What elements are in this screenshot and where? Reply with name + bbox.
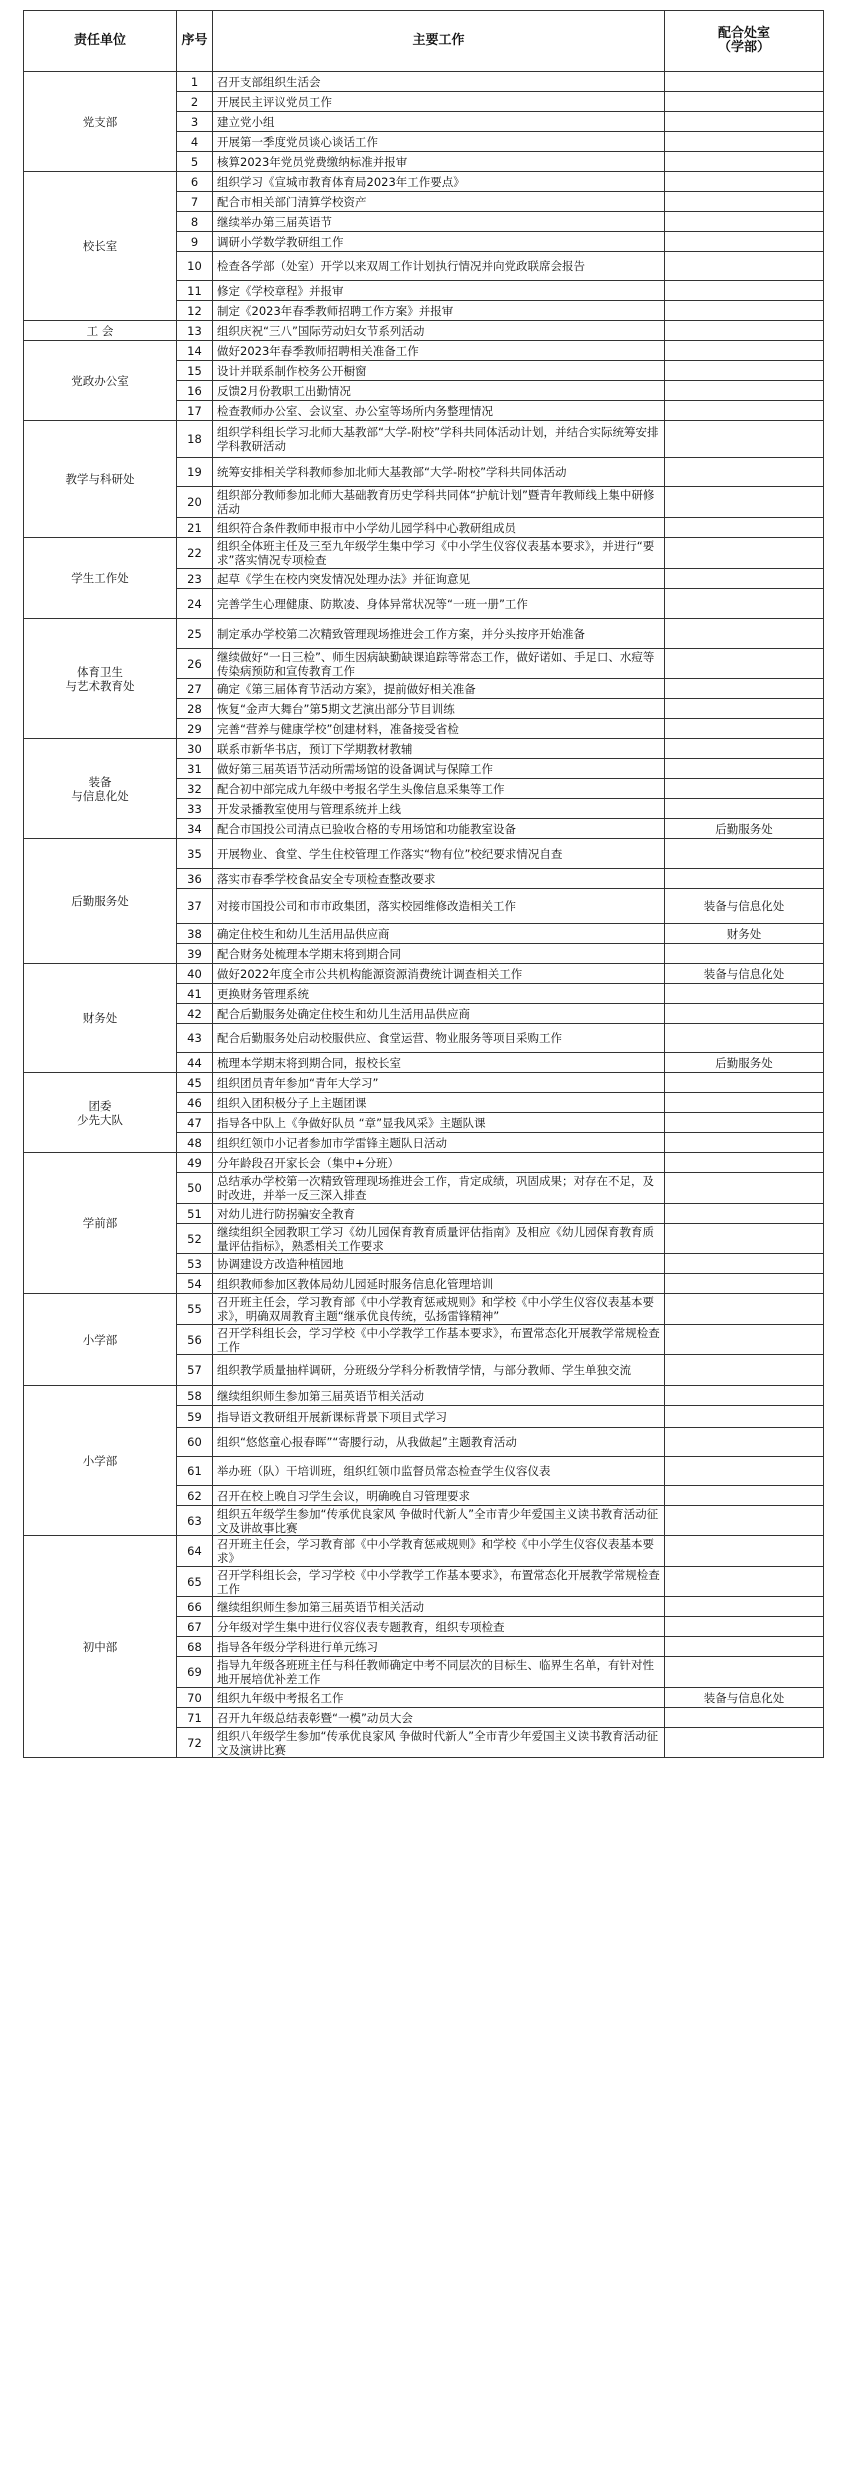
- main-work-cell: 制定承办学校第二次精致管理现场推进会工作方案，并分头按序开始准备: [213, 619, 665, 649]
- row-number-cell: 33: [177, 799, 213, 819]
- cooperating-office-cell: [665, 152, 824, 172]
- main-work-cell: 配合市国投公司清点已验收合格的专用场馆和功能教室设备: [213, 819, 665, 839]
- cooperating-office-cell: [665, 1224, 824, 1254]
- main-work-cell: 完善“营养与健康学校”创建材料，准备接受省检: [213, 719, 665, 739]
- main-work-cell: 组织“悠悠童心报春晖”“寄腰行动，从我做起”主题教育活动: [213, 1428, 665, 1457]
- cooperating-office-cell: [665, 779, 824, 799]
- row-number-cell: 10: [177, 252, 213, 281]
- row-number-cell: 57: [177, 1355, 213, 1386]
- table-row: [24, 72, 824, 92]
- main-work-cell: 开展物业、食堂、学生住校管理工作落实“物有位”校纪要求情况自查: [213, 839, 665, 869]
- row-number-cell: 40: [177, 964, 213, 984]
- main-work-cell: 组织部分教师参加北师大基础教育历史学科共同体“护航计划”暨青年教师线上集中研修活动: [213, 487, 665, 518]
- row-number-cell: 59: [177, 1406, 213, 1428]
- main-work-cell: 组织教师参加区教体局幼儿园延时服务信息化管理培训: [213, 1274, 665, 1294]
- main-work-cell: 组织九年级中考报名工作: [213, 1688, 665, 1708]
- cooperating-office-cell: [665, 341, 824, 361]
- cooperating-office-cell: [665, 252, 824, 281]
- cooperating-office-cell: [665, 458, 824, 487]
- row-number-cell: 51: [177, 1204, 213, 1224]
- main-work-cell: 组织庆祝“三八”国际劳动妇女节系列活动: [213, 321, 665, 341]
- row-number-cell: 44: [177, 1053, 213, 1073]
- cooperating-office-cell: [665, 92, 824, 112]
- cooperating-office-cell: [665, 1457, 824, 1486]
- responsible-unit-cell: 财务处: [24, 964, 177, 1073]
- cooperating-office-cell: [665, 649, 824, 679]
- main-work-cell: 落实市春季学校食品安全专项检查整改要求: [213, 869, 665, 889]
- row-number-cell: 17: [177, 401, 213, 421]
- row-number-cell: 11: [177, 281, 213, 301]
- cooperating-office-cell: [665, 1536, 824, 1567]
- main-work-cell: 检查各学部（处室）开学以来双周工作计划执行情况并向党政联席会报告: [213, 252, 665, 281]
- table-row: [24, 1294, 824, 1325]
- cooperating-office-cell: [665, 321, 824, 341]
- row-number-cell: 36: [177, 869, 213, 889]
- table-row: [24, 421, 824, 458]
- main-work-cell: 继续举办第三届英语节: [213, 212, 665, 232]
- main-work-cell: 指导九年级各班班主任与科任教师确定中考不同层次的目标生、临界生名单，有针对性地开展培优补差工作: [213, 1657, 665, 1688]
- responsible-unit-cell: 后勤服务处: [24, 839, 177, 964]
- row-number-cell: 28: [177, 699, 213, 719]
- cooperating-office-cell: [665, 1113, 824, 1133]
- row-number-cell: 42: [177, 1004, 213, 1024]
- responsible-unit-cell: 团委 少先大队: [24, 1073, 177, 1153]
- table-row: [24, 1073, 824, 1093]
- cooperating-office-cell: [665, 699, 824, 719]
- row-number-cell: 64: [177, 1536, 213, 1567]
- main-work-cell: 召开班主任会，学习教育部《中小学教育惩戒规则》和学校《中小学生仪容仪表基本要求》，明确双周教育主题“继承优良传统，弘扬雷锋精神”: [213, 1294, 665, 1325]
- cooperating-office-cell: [665, 281, 824, 301]
- table-row: [24, 1536, 824, 1567]
- row-number-cell: 4: [177, 132, 213, 152]
- table-row: [24, 1153, 824, 1173]
- main-work-cell: 指导各年级分学科进行单元练习: [213, 1637, 665, 1657]
- cooperating-office-cell: [665, 1153, 824, 1173]
- row-number-cell: 12: [177, 301, 213, 321]
- row-number-cell: 47: [177, 1113, 213, 1133]
- responsible-unit-cell: 教学与科研处: [24, 421, 177, 538]
- cooperating-office-cell: 后勤服务处: [665, 819, 824, 839]
- main-work-cell: 组织教学质量抽样调研，分班级分学科分析教情学情，与部分教师、学生单独交流: [213, 1355, 665, 1386]
- responsible-unit-cell: 小学部: [24, 1294, 177, 1386]
- row-number-cell: 39: [177, 944, 213, 964]
- main-work-cell: 指导各中队上《争做好队员 “章”显我风采》主题队课: [213, 1113, 665, 1133]
- row-number-cell: 27: [177, 679, 213, 699]
- cooperating-office-cell: [665, 869, 824, 889]
- cooperating-office-cell: [665, 1406, 824, 1428]
- cooperating-office-cell: [665, 569, 824, 589]
- main-work-cell: 组织八年级学生参加“传承优良家风 争做时代新人”全市青少年爱国主义读书教育活动征文及演讲比赛: [213, 1728, 665, 1758]
- responsible-unit-cell: 学生工作处: [24, 538, 177, 619]
- row-number-cell: 55: [177, 1294, 213, 1325]
- main-work-cell: 召开班主任会，学习教育部《中小学教育惩戒规则》和学校《中小学生仪容仪表基本要求》: [213, 1536, 665, 1567]
- main-work-cell: 组织五年级学生参加“传承优良家风 争做时代新人”全市青少年爱国主义读书教育活动征文及讲故事比赛: [213, 1506, 665, 1536]
- row-number-cell: 49: [177, 1153, 213, 1173]
- main-work-cell: 组织团员青年参加“青年大学习”: [213, 1073, 665, 1093]
- cooperating-office-cell: [665, 1657, 824, 1688]
- row-number-cell: 16: [177, 381, 213, 401]
- cooperating-office-cell: [665, 1506, 824, 1536]
- row-number-cell: 72: [177, 1728, 213, 1758]
- row-number-cell: 19: [177, 458, 213, 487]
- table-row: [24, 739, 824, 759]
- row-number-cell: 41: [177, 984, 213, 1004]
- main-work-cell: 继续做好“一日三检”、师生因病缺勤缺课追踪等常态工作，做好诺如、手足口、水痘等传染病预防和宣传教育工作: [213, 649, 665, 679]
- table-row: [24, 321, 824, 341]
- work-plan-table: [23, 10, 824, 1758]
- cooperating-office-cell: [665, 1637, 824, 1657]
- row-number-cell: 5: [177, 152, 213, 172]
- cooperating-office-cell: [665, 1274, 824, 1294]
- responsible-unit-cell: 装备 与信息化处: [24, 739, 177, 839]
- row-number-cell: 37: [177, 889, 213, 924]
- main-work-cell: 召开学科组长会，学习学校《中小学教学工作基本要求》，布置常态化开展教学常规检查工作: [213, 1567, 665, 1597]
- main-work-cell: 分年级对学生集中进行仪容仪表专题教育，组织专项检查: [213, 1617, 665, 1637]
- table-header-row: [24, 11, 824, 72]
- row-number-cell: 60: [177, 1428, 213, 1457]
- main-work-cell: 分年龄段召开家长会（集中+分班）: [213, 1153, 665, 1173]
- table-row: [24, 839, 824, 869]
- main-work-cell: 召开支部组织生活会: [213, 72, 665, 92]
- main-work-cell: 组织全体班主任及三至九年级学生集中学习《中小学生仪容仪表基本要求》，并进行“要求”落实情况专项检查: [213, 538, 665, 569]
- main-work-cell: 配合后勤服务处启动校服供应、食堂运营、物业服务等项目采购工作: [213, 1024, 665, 1053]
- cooperating-office-cell: [665, 1254, 824, 1274]
- row-number-cell: 45: [177, 1073, 213, 1093]
- cooperating-office-cell: [665, 1617, 824, 1637]
- row-number-cell: 61: [177, 1457, 213, 1486]
- row-number-cell: 8: [177, 212, 213, 232]
- cooperating-office-cell: 后勤服务处: [665, 1053, 824, 1073]
- table-row: [24, 1386, 824, 1406]
- row-number-cell: 24: [177, 589, 213, 619]
- cooperating-office-cell: [665, 944, 824, 964]
- main-work-cell: 继续组织全园教职工学习《幼儿园保育教育质量评估指南》及相应《幼儿园保育教育质量评估指标》，熟悉相关工作要求: [213, 1224, 665, 1254]
- cooperating-office-cell: [665, 232, 824, 252]
- row-number-cell: 18: [177, 421, 213, 458]
- cooperating-office-cell: [665, 1355, 824, 1386]
- cooperating-office-cell: [665, 1133, 824, 1153]
- row-number-cell: 32: [177, 779, 213, 799]
- cooperating-office-cell: [665, 984, 824, 1004]
- main-work-cell: 继续组织师生参加第三届英语节相关活动: [213, 1386, 665, 1406]
- cooperating-office-cell: [665, 1567, 824, 1597]
- row-number-cell: 58: [177, 1386, 213, 1406]
- responsible-unit-cell: 党政办公室: [24, 341, 177, 421]
- main-work-cell: 召开在校上晚自习学生会议，明确晚自习管理要求: [213, 1486, 665, 1506]
- row-number-cell: 43: [177, 1024, 213, 1053]
- main-work-cell: 召开九年级总结表彰暨“一模”动员大会: [213, 1708, 665, 1728]
- main-work-cell: 对接市国投公司和市市政集团，落实校园维修改造相关工作: [213, 889, 665, 924]
- row-number-cell: 1: [177, 72, 213, 92]
- main-work-cell: 配合初中部完成九年级中考报名学生头像信息采集等工作: [213, 779, 665, 799]
- row-number-cell: 2: [177, 92, 213, 112]
- main-work-cell: 协调建设方改造种植园地: [213, 1254, 665, 1274]
- row-number-cell: 31: [177, 759, 213, 779]
- main-work-cell: 做好第三届英语节活动所需场馆的设备调试与保障工作: [213, 759, 665, 779]
- responsible-unit-cell: 体育卫生 与艺术教育处: [24, 619, 177, 739]
- row-number-cell: 20: [177, 487, 213, 518]
- row-number-cell: 62: [177, 1486, 213, 1506]
- main-work-cell: 统筹安排相关学科教师参加北师大基教部“大学-附校”学科共同体活动: [213, 458, 665, 487]
- cooperating-office-cell: [665, 72, 824, 92]
- main-work-cell: 做好2022年度全市公共机构能源资源消费统计调查相关工作: [213, 964, 665, 984]
- main-work-cell: 配合后勤服务处确定住校生和幼儿生活用品供应商: [213, 1004, 665, 1024]
- cooperating-office-cell: [665, 1428, 824, 1457]
- responsible-unit-cell: 小学部: [24, 1386, 177, 1536]
- cooperating-office-cell: [665, 1024, 824, 1053]
- row-number-cell: 50: [177, 1173, 213, 1204]
- cooperating-office-cell: [665, 1073, 824, 1093]
- main-work-cell: 更换财务管理系统: [213, 984, 665, 1004]
- row-number-cell: 23: [177, 569, 213, 589]
- main-work-cell: 开展第一季度党员谈心谈话工作: [213, 132, 665, 152]
- row-number-cell: 63: [177, 1506, 213, 1536]
- cooperating-office-cell: [665, 1173, 824, 1204]
- main-work-cell: 继续组织师生参加第三届英语节相关活动: [213, 1597, 665, 1617]
- cooperating-office-cell: [665, 679, 824, 699]
- main-work-cell: 配合财务处梳理本学期末将到期合同: [213, 944, 665, 964]
- cooperating-office-cell: [665, 212, 824, 232]
- row-number-cell: 68: [177, 1637, 213, 1657]
- cooperating-office-cell: [665, 619, 824, 649]
- cooperating-office-cell: [665, 1294, 824, 1325]
- row-number-cell: 34: [177, 819, 213, 839]
- cooperating-office-cell: [665, 518, 824, 538]
- cooperating-office-cell: [665, 1204, 824, 1224]
- row-number-cell: 35: [177, 839, 213, 869]
- row-number-cell: 22: [177, 538, 213, 569]
- main-work-cell: 反馈2月份教职工出勤情况: [213, 381, 665, 401]
- row-number-cell: 14: [177, 341, 213, 361]
- row-number-cell: 30: [177, 739, 213, 759]
- main-work-cell: 开发录播教室使用与管理系统并上线: [213, 799, 665, 819]
- main-work-cell: 恢复“金声大舞台”第5期文艺演出部分节目训练: [213, 699, 665, 719]
- responsible-unit-cell: 工 会: [24, 321, 177, 341]
- row-number-cell: 15: [177, 361, 213, 381]
- cooperating-office-cell: [665, 112, 824, 132]
- main-work-cell: 总结承办学校第一次精致管理现场推进会工作，肯定成绩，巩固成果；对存在不足，及时改进，并举一反三深入排查: [213, 1173, 665, 1204]
- header-unit: 责任单位: [24, 11, 177, 72]
- row-number-cell: 69: [177, 1657, 213, 1688]
- main-work-cell: 梳理本学期末将到期合同，报校长室: [213, 1053, 665, 1073]
- row-number-cell: 38: [177, 924, 213, 944]
- cooperating-office-cell: 财务处: [665, 924, 824, 944]
- cooperating-office-cell: [665, 1093, 824, 1113]
- cooperating-office-cell: [665, 589, 824, 619]
- cooperating-office-cell: [665, 759, 824, 779]
- table-row: [24, 964, 824, 984]
- main-work-cell: 对幼儿进行防拐骗安全教育: [213, 1204, 665, 1224]
- cooperating-office-cell: 装备与信息化处: [665, 964, 824, 984]
- cooperating-office-cell: [665, 1728, 824, 1758]
- cooperating-office-cell: [665, 487, 824, 518]
- row-number-cell: 56: [177, 1325, 213, 1355]
- main-work-cell: 确定《第三届体育节活动方案》，提前做好相关准备: [213, 679, 665, 699]
- table-body: [24, 72, 824, 1758]
- main-work-cell: 调研小学数学教研组工作: [213, 232, 665, 252]
- main-work-cell: 配合市相关部门清算学校资产: [213, 192, 665, 212]
- cooperating-office-cell: [665, 172, 824, 192]
- cooperating-office-cell: [665, 421, 824, 458]
- table-row: [24, 172, 824, 192]
- main-work-cell: 完善学生心理健康、防欺凌、身体异常状况等“一班一册”工作: [213, 589, 665, 619]
- cooperating-office-cell: [665, 538, 824, 569]
- row-number-cell: 7: [177, 192, 213, 212]
- header-number: 序号: [177, 11, 213, 72]
- cooperating-office-cell: [665, 1386, 824, 1406]
- main-work-cell: 建立党小组: [213, 112, 665, 132]
- row-number-cell: 3: [177, 112, 213, 132]
- main-work-cell: 召开学科组长会，学习学校《中小学教学工作基本要求》，布置常态化开展教学常规检查工作: [213, 1325, 665, 1355]
- table-row: [24, 341, 824, 361]
- cooperating-office-cell: [665, 1708, 824, 1728]
- cooperating-office-cell: [665, 719, 824, 739]
- row-number-cell: 65: [177, 1567, 213, 1597]
- cooperating-office-cell: [665, 799, 824, 819]
- row-number-cell: 53: [177, 1254, 213, 1274]
- cooperating-office-cell: [665, 1486, 824, 1506]
- row-number-cell: 25: [177, 619, 213, 649]
- header-cooperating-office: 配合处室 （学部）: [665, 11, 824, 72]
- table-row: [24, 538, 824, 569]
- responsible-unit-cell: 校长室: [24, 172, 177, 321]
- cooperating-office-cell: [665, 739, 824, 759]
- cooperating-office-cell: [665, 381, 824, 401]
- row-number-cell: 70: [177, 1688, 213, 1708]
- row-number-cell: 9: [177, 232, 213, 252]
- cooperating-office-cell: [665, 1004, 824, 1024]
- main-work-cell: 联系市新华书店，预订下学期教材教辅: [213, 739, 665, 759]
- cooperating-office-cell: [665, 1325, 824, 1355]
- cooperating-office-cell: [665, 192, 824, 212]
- row-number-cell: 48: [177, 1133, 213, 1153]
- work-plan-sheet: [23, 10, 823, 1758]
- responsible-unit-cell: 党支部: [24, 72, 177, 172]
- main-work-cell: 组织学科组长学习北师大基教部“大学-附校”学科共同体活动计划，并结合实际统筹安排学科教研活动: [213, 421, 665, 458]
- main-work-cell: 确定住校生和幼儿生活用品供应商: [213, 924, 665, 944]
- cooperating-office-cell: [665, 1597, 824, 1617]
- main-work-cell: 核算2023年党员党费缴纳标准并报审: [213, 152, 665, 172]
- main-work-cell: 组织红领巾小记者参加市学雷锋主题队日活动: [213, 1133, 665, 1153]
- cooperating-office-cell: 装备与信息化处: [665, 889, 824, 924]
- main-work-cell: 修定《学校章程》并报审: [213, 281, 665, 301]
- main-work-cell: 起草《学生在校内突发情况处理办法》并征询意见: [213, 569, 665, 589]
- main-work-cell: 组织入团积极分子上主题团课: [213, 1093, 665, 1113]
- row-number-cell: 13: [177, 321, 213, 341]
- row-number-cell: 26: [177, 649, 213, 679]
- main-work-cell: 举办班（队）干培训班，组织红领巾监督员常态检查学生仪容仪表: [213, 1457, 665, 1486]
- main-work-cell: 设计并联系制作校务公开橱窗: [213, 361, 665, 381]
- main-work-cell: 开展民主评议党员工作: [213, 92, 665, 112]
- row-number-cell: 54: [177, 1274, 213, 1294]
- cooperating-office-cell: [665, 839, 824, 869]
- row-number-cell: 29: [177, 719, 213, 739]
- row-number-cell: 6: [177, 172, 213, 192]
- row-number-cell: 67: [177, 1617, 213, 1637]
- cooperating-office-cell: [665, 301, 824, 321]
- main-work-cell: 做好2023年春季教师招聘相关准备工作: [213, 341, 665, 361]
- main-work-cell: 组织符合条件教师申报市中小学幼儿园学科中心教研组成员: [213, 518, 665, 538]
- main-work-cell: 指导语文教研组开展新课标背景下项目式学习: [213, 1406, 665, 1428]
- header-main-work: 主要工作: [213, 11, 665, 72]
- cooperating-office-cell: [665, 361, 824, 381]
- main-work-cell: 组织学习《宣城市教育体育局2023年工作要点》: [213, 172, 665, 192]
- row-number-cell: 52: [177, 1224, 213, 1254]
- row-number-cell: 46: [177, 1093, 213, 1113]
- cooperating-office-cell: 装备与信息化处: [665, 1688, 824, 1708]
- table-row: [24, 619, 824, 649]
- row-number-cell: 66: [177, 1597, 213, 1617]
- responsible-unit-cell: 学前部: [24, 1153, 177, 1294]
- row-number-cell: 71: [177, 1708, 213, 1728]
- cooperating-office-cell: [665, 401, 824, 421]
- responsible-unit-cell: 初中部: [24, 1536, 177, 1758]
- cooperating-office-cell: [665, 132, 824, 152]
- main-work-cell: 制定《2023年春季教师招聘工作方案》并报审: [213, 301, 665, 321]
- row-number-cell: 21: [177, 518, 213, 538]
- main-work-cell: 检查教师办公室、会议室、办公室等场所内务整理情况: [213, 401, 665, 421]
